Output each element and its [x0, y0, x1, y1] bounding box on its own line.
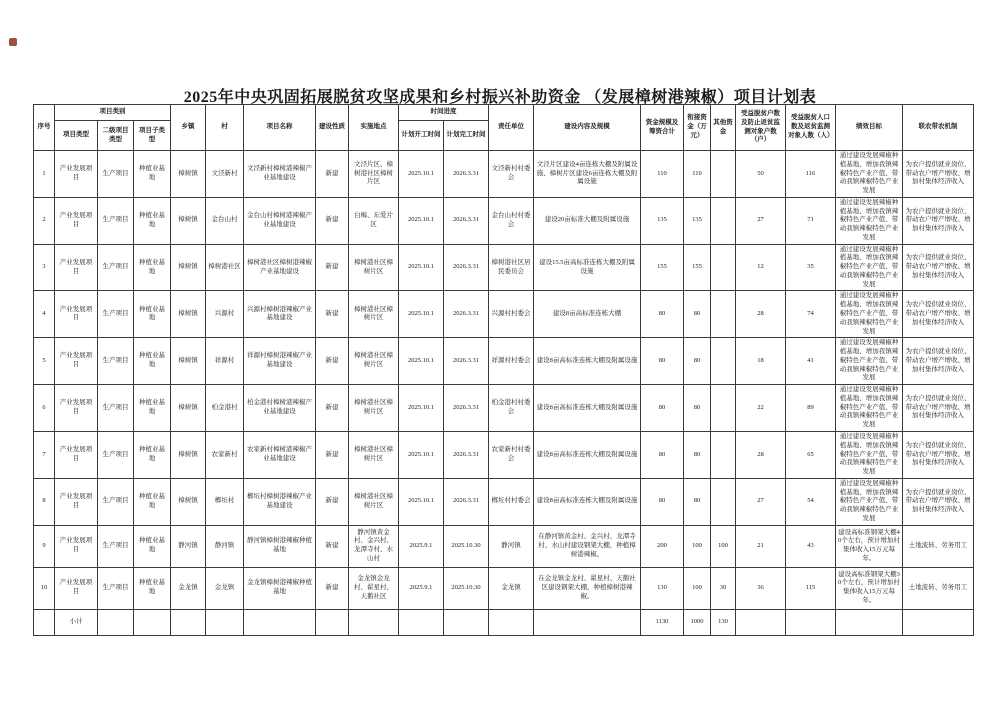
- table-cell: 种植业基地: [134, 151, 171, 198]
- table-cell: 兴源村村委会: [489, 291, 534, 338]
- table-cell: 生产项目: [98, 291, 134, 338]
- table-cell: 110: [641, 151, 684, 198]
- table-cell: 36: [736, 567, 786, 609]
- table-cell: 文泾片区、樟树港社区樟树片区: [349, 151, 399, 198]
- table-row: [34, 478, 974, 525]
- table-cell: 柏金港村: [206, 385, 244, 432]
- col-header-serial: 序号: [34, 105, 55, 151]
- table-cell: 80: [684, 431, 711, 478]
- table-cell: 155: [684, 244, 711, 291]
- table-cell: 樟树港社区: [206, 244, 244, 291]
- table-cell: 建设高标准钢架大棚40个左右，预计增加村集体收入15万元每年。: [836, 525, 903, 567]
- table-cell: 祥源村: [206, 338, 244, 385]
- table-cell: 生产项目: [98, 151, 134, 198]
- table-cell: 7: [34, 431, 55, 478]
- col-header-mechanism: 联农带农机制: [903, 105, 974, 151]
- table-cell: 71: [786, 197, 836, 244]
- table-cell: 兴源村: [206, 291, 244, 338]
- table-cell: 金台山村: [206, 197, 244, 244]
- table-cell: 在静河镇黄金村、金兴村、龙潭寺村、水山村建设钢架大棚，种植樟树港辣椒。: [534, 525, 641, 567]
- table-cell: [444, 609, 489, 635]
- table-cell: 80: [684, 478, 711, 525]
- table-cell: 5: [34, 338, 55, 385]
- table-cell: 8: [34, 478, 55, 525]
- table-cell: 文泾片区建设4亩连栋大棚及附属设施、樟树片区建设6亩连栋大棚及附属设施: [534, 151, 641, 198]
- table-cell: [786, 609, 836, 635]
- table-cell: 产业发展项目: [55, 338, 98, 385]
- table-cell: 榔坵村村委会: [489, 478, 534, 525]
- table-cell: 通过建设发展辣椒种植基地、增加我镇辣椒特色产业产值、带动我镇辣椒特色产业发展: [836, 385, 903, 432]
- col-header-households: 受益脱贫户数及防止返贫监测对象户数（户）: [736, 105, 786, 151]
- table-cell: 30: [711, 567, 736, 609]
- table-cell: [711, 197, 736, 244]
- table-row: [34, 567, 974, 609]
- col-group-time: 时间进度: [399, 105, 489, 121]
- table-cell: 通过建设发展辣椒种植基地、增加我镇辣椒特色产业产值、带动我镇辣椒特色产业发展: [836, 151, 903, 198]
- col-header-township: 乡镇: [171, 105, 206, 151]
- table-cell: 产业发展项目: [55, 197, 98, 244]
- table-cell: 2026.3.31: [444, 385, 489, 432]
- table-cell: 通过建设发展辣椒种植基地、增加我镇辣椒特色产业产值、带动我镇辣椒特色产业发展: [836, 431, 903, 478]
- table-cell: 2025.10.1: [399, 338, 444, 385]
- table-cell: 生产项目: [98, 478, 134, 525]
- table-row: [34, 385, 974, 432]
- col-header-location: 实施地点: [349, 105, 399, 151]
- table-cell: 榔坵村樟树港辣椒产业基地建设: [244, 478, 316, 525]
- table-cell: 22: [736, 385, 786, 432]
- col-header-persons: 受益脱贫人口数及返贫监测对象人数（人）: [786, 105, 836, 151]
- col-header-content: 建设内容及规模: [534, 105, 641, 151]
- table-cell: 樟树港社区樟树片区: [349, 244, 399, 291]
- col-header-end-time: 计划完工时间: [444, 121, 489, 151]
- table-cell: [489, 609, 534, 635]
- table-cell: 新建: [316, 525, 349, 567]
- table-cell: 18: [736, 338, 786, 385]
- table-cell: 为农户提供就业岗位、带动农户增产增收、增加村集体经济收入: [903, 385, 974, 432]
- table-cell: 28: [736, 431, 786, 478]
- table-cell: 新建: [316, 385, 349, 432]
- table-cell: 新建: [316, 431, 349, 478]
- table-cell: 白梅、东爱片区: [349, 197, 399, 244]
- table-cell: [711, 431, 736, 478]
- table-row: [34, 525, 974, 567]
- table-cell: 樟树镇: [171, 431, 206, 478]
- table-cell: 2025.9.1: [399, 525, 444, 567]
- table-cell: 文泾新村: [206, 151, 244, 198]
- table-cell: 新建: [316, 244, 349, 291]
- table-cell: 80: [684, 291, 711, 338]
- table-cell: [399, 609, 444, 635]
- table-cell: 静河镇: [171, 525, 206, 567]
- table-cell: 建设高标准钢架大棚30个左右，预计增加村集体收入15万元每年。: [836, 567, 903, 609]
- table-cell: 为农户提供就业岗位、带动农户增产增收、增加村集体经济收入: [903, 151, 974, 198]
- table-cell: [711, 478, 736, 525]
- table-cell: 100: [711, 525, 736, 567]
- table-cell: 静河镇樟树港辣椒种植基地: [244, 525, 316, 567]
- table-cell: 产业发展项目: [55, 478, 98, 525]
- table-cell: 10: [34, 567, 55, 609]
- table-cell: 产业发展项目: [55, 567, 98, 609]
- table-cell: 建设20亩标准大棚及附属设施: [534, 197, 641, 244]
- table-cell: 种植业基地: [134, 431, 171, 478]
- table-cell: [711, 151, 736, 198]
- table-cell: [711, 338, 736, 385]
- table-cell: 金龙镇: [171, 567, 206, 609]
- table-cell: 建设8亩高标准连栋大棚及附属设施: [534, 338, 641, 385]
- table-cell: 2026.3.31: [444, 478, 489, 525]
- table-cell: 樟树镇: [171, 338, 206, 385]
- table-cell: [836, 609, 903, 635]
- table-cell: 2025.10.30: [444, 567, 489, 609]
- table-cell: 80: [684, 338, 711, 385]
- table-cell: [134, 609, 171, 635]
- table-cell: 金龙镇: [206, 567, 244, 609]
- table-cell: 41: [786, 338, 836, 385]
- table-cell: 生产项目: [98, 338, 134, 385]
- table-cell: 樟树镇: [171, 385, 206, 432]
- table-cell: 静河镇: [489, 525, 534, 567]
- table-cell: 文泾新村村委会: [489, 151, 534, 198]
- table-cell: 100: [684, 567, 711, 609]
- table-cell: 建设8亩高标准连栋大棚及附属设施: [534, 385, 641, 432]
- table-cell: 种植业基地: [134, 291, 171, 338]
- col-header-target: 绩效目标: [836, 105, 903, 151]
- table-cell: [171, 609, 206, 635]
- table-cell: 生产项目: [98, 567, 134, 609]
- table-cell: 樟树港社区居民委员会: [489, 244, 534, 291]
- col-group-category: 项目类别: [55, 105, 171, 121]
- table-cell: 樟树港社区樟树片区: [349, 478, 399, 525]
- col-header-project-name: 项目名称: [244, 105, 316, 151]
- table-cell: [316, 609, 349, 635]
- table-cell: 2025.10.1: [399, 478, 444, 525]
- table-cell: 130: [641, 567, 684, 609]
- table-cell: 28: [736, 291, 786, 338]
- table-cell: 樟树镇: [171, 151, 206, 198]
- table-cell: 6: [34, 385, 55, 432]
- table-row: [34, 609, 974, 635]
- table-cell: 祥源村村委会: [489, 338, 534, 385]
- table-cell: 2026.3.31: [444, 291, 489, 338]
- table-cell: 产业发展项目: [55, 291, 98, 338]
- table-cell: 新建: [316, 151, 349, 198]
- table-cell: 80: [641, 385, 684, 432]
- table-cell: 静河镇: [206, 525, 244, 567]
- table-row: [34, 338, 974, 385]
- table-cell: 金台山村村委会: [489, 197, 534, 244]
- table-cell: 110: [684, 151, 711, 198]
- table-cell: 柏金港村村委会: [489, 385, 534, 432]
- table-cell: 种植业基地: [134, 197, 171, 244]
- table-cell: 金龙镇金龙村、翟星村、天鹅社区: [349, 567, 399, 609]
- table-cell: 樟树镇: [171, 291, 206, 338]
- table-cell: 农家新村樟树港辣椒产业基地建设: [244, 431, 316, 478]
- table-cell: 2025.10.1: [399, 385, 444, 432]
- table-cell: 通过建设发展辣椒种植基地、增加我镇辣椒特色产业产值、带动我镇辣椒特色产业发展: [836, 338, 903, 385]
- table-cell: 为农户提供就业岗位、带动农户增产增收、增加村集体经济收入: [903, 431, 974, 478]
- table-cell: 产业发展项目: [55, 151, 98, 198]
- table-cell: 樟树港社区樟树港辣椒产业基地建设: [244, 244, 316, 291]
- table-cell: 54: [786, 478, 836, 525]
- table-cell: 为农户提供就业岗位、带动农户增产增收、增加村集体经济收入: [903, 478, 974, 525]
- table-cell: 兴源村樟树港辣椒产业基地建设: [244, 291, 316, 338]
- table-cell: [244, 609, 316, 635]
- table-cell: 种植业基地: [134, 385, 171, 432]
- table-cell: 通过建设发展辣椒种植基地、增加我镇辣椒特色产业产值、带动我镇辣椒特色产业发展: [836, 478, 903, 525]
- table-cell: 130: [711, 609, 736, 635]
- table-row: [34, 431, 974, 478]
- table-cell: 100: [684, 525, 711, 567]
- table-cell: 80: [684, 385, 711, 432]
- table-row: [34, 151, 974, 198]
- table-cell: 种植业基地: [134, 338, 171, 385]
- table-cell: 80: [641, 431, 684, 478]
- table-cell: 116: [786, 151, 836, 198]
- table-cell: 新建: [316, 291, 349, 338]
- table-cell: 2025.10.1: [399, 244, 444, 291]
- table-cell: 建设15.5亩高标准连栋大棚及附属设施: [534, 244, 641, 291]
- table-cell: 12: [736, 244, 786, 291]
- table-body: [34, 151, 974, 636]
- table-cell: 柏金港村樟树港辣椒产业基地建设: [244, 385, 316, 432]
- table-cell: 樟树港社区樟树片区: [349, 431, 399, 478]
- col-header-start-time: 计划开工时间: [399, 121, 444, 151]
- col-header-subtype: 项目子类型: [134, 121, 171, 151]
- table-cell: 产业发展项目: [55, 525, 98, 567]
- table-cell: 生产项目: [98, 525, 134, 567]
- table-cell: 金台山村樟树港辣椒产业基地建设: [244, 197, 316, 244]
- table-cell: 1130: [641, 609, 684, 635]
- table-cell: 新建: [316, 338, 349, 385]
- table-cell: 种植业基地: [134, 244, 171, 291]
- table-cell: 2025.10.1: [399, 291, 444, 338]
- table-cell: 建设8亩高标准连栋大棚及附属设施: [534, 431, 641, 478]
- table-cell: [34, 609, 55, 635]
- table-header: [34, 105, 974, 151]
- table-cell: 产业发展项目: [55, 244, 98, 291]
- table-cell: 27: [736, 197, 786, 244]
- table-cell: 1: [34, 151, 55, 198]
- table-cell: 建设8亩高标准连栋大棚: [534, 291, 641, 338]
- col-header-other-fund: 其他资金: [711, 105, 736, 151]
- table-cell: 静河镇黄金村、金兴村、龙潭寺村、水山村: [349, 525, 399, 567]
- table-cell: [711, 244, 736, 291]
- table-cell: 通过建设发展辣椒种植基地、增加我镇辣椒特色产业产值、带动我镇辣椒特色产业发展: [836, 244, 903, 291]
- table-cell: 生产项目: [98, 431, 134, 478]
- table-cell: 为农户提供就业岗位、带动农户增产增收、增加村集体经济收入: [903, 291, 974, 338]
- table-cell: 2: [34, 197, 55, 244]
- table-cell: 2025.10.1: [399, 197, 444, 244]
- table-row: [34, 197, 974, 244]
- table-cell: 通过建设发展辣椒种植基地、增加我镇辣椒特色产业产值、带动我镇辣椒特色产业发展: [836, 197, 903, 244]
- table-cell: 200: [641, 525, 684, 567]
- table-cell: [903, 609, 974, 635]
- table-cell: 2025.10.1: [399, 151, 444, 198]
- table-cell: 3: [34, 244, 55, 291]
- table-cell: 樟树镇: [171, 197, 206, 244]
- plan-table-wrapper: [33, 104, 971, 636]
- table-cell: 生产项目: [98, 385, 134, 432]
- table-cell: 1000: [684, 609, 711, 635]
- table-cell: 新建: [316, 197, 349, 244]
- col-header-village: 村: [206, 105, 244, 151]
- table-row: [34, 244, 974, 291]
- table-cell: 为农户提供就业岗位、带动农户增产增收、增加村集体经济收入: [903, 338, 974, 385]
- table-cell: 65: [786, 431, 836, 478]
- table-cell: 27: [736, 478, 786, 525]
- table-cell: 金龙镇: [489, 567, 534, 609]
- col-header-unit: 责任单位: [489, 105, 534, 151]
- table-cell: 89: [786, 385, 836, 432]
- table-cell: 9: [34, 525, 55, 567]
- table-cell: 21: [736, 525, 786, 567]
- table-cell: [206, 609, 244, 635]
- table-cell: 建设8亩高标准连栋大棚及附属设施: [534, 478, 641, 525]
- table-cell: 农家新村村委会: [489, 431, 534, 478]
- table-cell: 樟树镇: [171, 244, 206, 291]
- table-cell: [711, 385, 736, 432]
- table-cell: 金龙镇樟树港辣椒种植基地: [244, 567, 316, 609]
- table-cell: 115: [786, 567, 836, 609]
- table-cell: 产业发展项目: [55, 431, 98, 478]
- col-header-link-fund: 衔接资金（万元）: [684, 105, 711, 151]
- table-cell: 通过建设发展辣椒种植基地、增加我镇辣椒特色产业产值、带动我镇辣椒特色产业发展: [836, 291, 903, 338]
- table-cell: 为农户提供就业岗位、带动农户增产增收、增加村集体经济收入: [903, 244, 974, 291]
- table-cell: 80: [641, 291, 684, 338]
- red-ink-mark: [9, 38, 17, 46]
- table-cell: 土地流转、劳务用工: [903, 525, 974, 567]
- table-cell: 为农户提供就业岗位、带动农户增产增收、增加村集体经济收入: [903, 197, 974, 244]
- table-cell: [349, 609, 399, 635]
- table-cell: 樟树镇: [171, 478, 206, 525]
- table-cell: 2026.3.31: [444, 151, 489, 198]
- table-cell: 2026.3.31: [444, 197, 489, 244]
- col-header-type2: 二级项目类型: [98, 121, 134, 151]
- table-cell: 2025.10.1: [399, 431, 444, 478]
- table-cell: 农家新村: [206, 431, 244, 478]
- table-cell: 2026.3.31: [444, 338, 489, 385]
- table-cell: 在金龙镇金龙村、翟星村、天鹅社区建设钢架大棚，种植樟树港辣椒。: [534, 567, 641, 609]
- table-cell: 生产项目: [98, 197, 134, 244]
- table-cell: 135: [684, 197, 711, 244]
- table-cell: 樟树港社区樟树片区: [349, 291, 399, 338]
- table-cell: 文泾新村樟树港辣椒产业基地建设: [244, 151, 316, 198]
- table-cell: 种植业基地: [134, 567, 171, 609]
- table-cell: 产业发展项目: [55, 385, 98, 432]
- table-cell: 2026.3.31: [444, 431, 489, 478]
- table-cell: 樟树港社区樟树片区: [349, 385, 399, 432]
- table-cell: 4: [34, 291, 55, 338]
- table-cell: 土地流转、劳务用工: [903, 567, 974, 609]
- table-cell: [534, 609, 641, 635]
- table-cell: 35: [786, 244, 836, 291]
- project-plan-table: [33, 104, 974, 636]
- table-cell: 2025.10.30: [444, 525, 489, 567]
- table-cell: 种植业基地: [134, 478, 171, 525]
- table-cell: 祥源村樟树港辣椒产业基地建设: [244, 338, 316, 385]
- table-cell: 新建: [316, 567, 349, 609]
- table-cell: 43: [786, 525, 836, 567]
- table-cell: 种植业基地: [134, 525, 171, 567]
- table-cell: 80: [641, 338, 684, 385]
- table-cell: 新建: [316, 478, 349, 525]
- table-row: [34, 291, 974, 338]
- table-cell: 74: [786, 291, 836, 338]
- table-cell: 155: [641, 244, 684, 291]
- table-cell: 2026.3.31: [444, 244, 489, 291]
- col-header-total-fund: 资金规模及筹资合计: [641, 105, 684, 151]
- page-title: 2025年中央巩固拓展脱贫攻坚成果和乡村振兴补助资金 （发展樟树港辣椒）项目计划表: [183, 89, 817, 106]
- table-cell: 榔坵村: [206, 478, 244, 525]
- table-cell: 樟树港社区樟树片区: [349, 338, 399, 385]
- col-header-type: 项目类型: [55, 121, 98, 151]
- table-cell: [736, 609, 786, 635]
- table-cell: 生产项目: [98, 244, 134, 291]
- table-cell: [711, 291, 736, 338]
- table-cell: 2025.9.1: [399, 567, 444, 609]
- table-cell: 小计: [55, 609, 98, 635]
- table-cell: 135: [641, 197, 684, 244]
- table-cell: [98, 609, 134, 635]
- table-cell: 80: [641, 478, 684, 525]
- table-cell: 50: [736, 151, 786, 198]
- col-header-nature: 建设性质: [316, 105, 349, 151]
